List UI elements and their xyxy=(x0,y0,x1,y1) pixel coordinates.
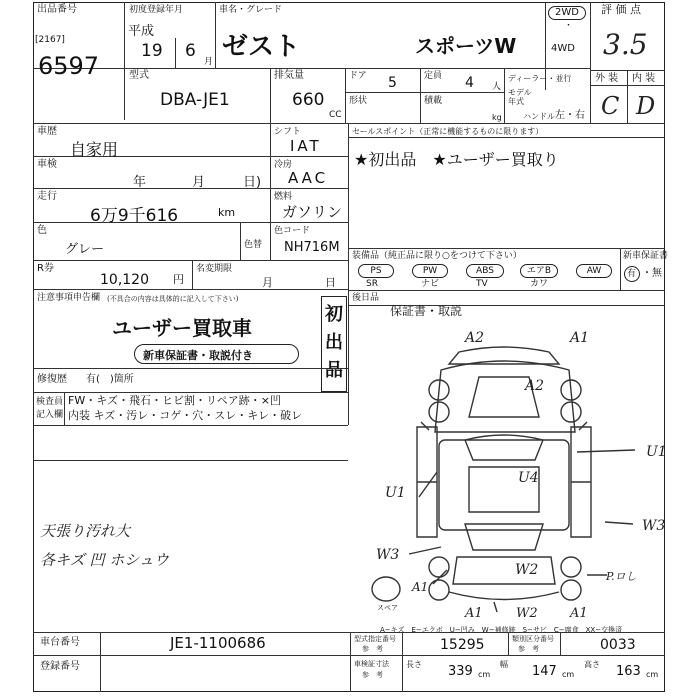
chassis-label: 車台番号 xyxy=(40,637,80,648)
warranty-have: 有 xyxy=(627,269,637,279)
inspector-label-1: 検査員 xyxy=(36,397,64,407)
month: 6 xyxy=(185,41,196,61)
month-unit: 月 xyxy=(204,57,214,67)
equip-navi: ナビ xyxy=(421,279,440,289)
equip-ps: PS xyxy=(358,264,394,278)
warranty-stamp-text: 新車保証書・取説付き xyxy=(143,349,253,362)
shape-label: 形状 xyxy=(349,96,368,106)
kg-unit: kg xyxy=(492,113,502,122)
displacement: 660 xyxy=(292,90,325,110)
category-label: 類別区分番号 xyxy=(512,635,554,643)
recycle-label: R券 xyxy=(37,263,54,274)
dealer-label: ディーラー・並行 xyxy=(508,74,572,83)
equip-pw: PW xyxy=(412,264,448,278)
mark-u1-left: U1 xyxy=(385,485,406,501)
car-name-label: 車名・グレード xyxy=(219,5,283,15)
inspector-line-1: FW・キズ・飛石・ヒビ割・リペア跡・×凹 xyxy=(68,394,281,407)
handwritten-note-1: 天張り汚れ大 xyxy=(40,522,131,540)
mark-a1-bumper-left: A1 xyxy=(465,606,483,621)
model-label: 型式 xyxy=(129,70,149,81)
notes-sublabel: (不具合の内容は具体的に記入して下さい) xyxy=(107,295,239,303)
length: 339 xyxy=(448,664,473,679)
attachments: 保証書・取説 xyxy=(390,304,463,318)
era: 平成 xyxy=(128,24,155,39)
handle-value: 左・右 xyxy=(555,110,585,121)
repair-value: 有( )箇所 xyxy=(86,374,134,385)
inspection-label: 車検 xyxy=(37,159,57,170)
width-unit: cm xyxy=(562,670,575,679)
lot-sub: [2167] xyxy=(35,35,65,45)
model: DBA-JE1 xyxy=(160,90,230,110)
fuel-label: 燃料 xyxy=(274,192,293,202)
equip-tv: TV xyxy=(476,279,488,289)
color-code: NH716M xyxy=(284,240,340,255)
fuel: ガソリン xyxy=(282,203,343,221)
approval-sub: 参 考 xyxy=(362,645,383,653)
doors-label: ドア xyxy=(349,71,367,81)
interior-grade: D xyxy=(636,92,656,120)
color-change-label: 色替 xyxy=(244,240,263,250)
history-label: 車歴 xyxy=(37,126,57,137)
grade: スポーツW xyxy=(415,34,517,58)
aircon-label: 冷房 xyxy=(274,160,293,170)
mark-w2-rear: W2 xyxy=(515,562,539,578)
mark-u4-roof: U4 xyxy=(518,470,539,486)
mileage-label: 走行 xyxy=(37,191,57,202)
aircon: AAC xyxy=(288,169,329,187)
dims-sub: 参 考 xyxy=(362,671,383,679)
color: グレー xyxy=(65,242,105,257)
width-label: 幅 xyxy=(500,660,508,669)
spare-label: スペア xyxy=(377,604,398,612)
capacity: 4 xyxy=(465,75,474,91)
attachments-label: 後日品 xyxy=(352,293,380,303)
lot-number-label: 出品番号 xyxy=(37,4,77,15)
length-unit: cm xyxy=(478,670,491,679)
warranty-stamp xyxy=(134,344,299,364)
drive-4wd-option: 4WD xyxy=(551,43,575,54)
shift: IAT xyxy=(290,137,322,155)
first-listing-text: 初出品 xyxy=(325,304,343,381)
inspection-month: 月 xyxy=(192,175,206,190)
km-unit: km xyxy=(218,206,236,219)
height-label: 高さ xyxy=(584,660,600,669)
capacity-label: 定員 xyxy=(424,71,443,81)
repair-label: 修復歴 xyxy=(37,374,67,385)
selling-points-label: セールスポイント（正常に機能するものに限ります） xyxy=(352,127,544,136)
name-change-label: 名変期限 xyxy=(196,264,233,274)
damage-legend: A−キズ E−エクボ U−凹み W−補修跡 S−サビ C−腐食 XX−交換済 xyxy=(380,626,623,634)
mark-w3-right: W3 xyxy=(642,518,666,534)
warranty-none: ・無 xyxy=(642,268,662,279)
notes-label: 注意事項申告欄 xyxy=(37,293,101,303)
mark-u1-right: U1 xyxy=(646,444,667,460)
color-label: 色 xyxy=(37,225,47,236)
score-label: 評 価 点 xyxy=(601,3,641,16)
approval-label: 型式指定番号 xyxy=(354,635,396,643)
person-unit: 人 xyxy=(492,82,502,92)
load-label: 積載 xyxy=(424,96,443,106)
inspector-line-2: 内装 キズ・汚レ・コゲ・穴・スレ・キレ・破レ xyxy=(68,409,303,422)
category-number: 0033 xyxy=(600,637,636,653)
year: 19 xyxy=(141,41,163,61)
equip-abs: ABS xyxy=(466,264,504,278)
mark-w3-left: W3 xyxy=(376,547,400,563)
height-unit: cm xyxy=(646,670,659,679)
drive-2wd-option: 2WD xyxy=(548,6,586,20)
model-year-label: モデル年式 xyxy=(508,88,532,106)
mark-a2-hood: A2 xyxy=(525,378,545,394)
handle-label: ハンドル xyxy=(523,112,555,121)
first-reg-label: 初度登録年月 xyxy=(129,5,184,15)
first-listing-stamp xyxy=(321,296,347,392)
category-sub: 参 考 xyxy=(518,645,539,653)
dims-label: 車検証寸法 xyxy=(354,660,389,668)
inspector-label-2: 記入欄 xyxy=(36,410,64,420)
selling-points: ★初出品 ★ユーザー買取り xyxy=(354,150,559,169)
width: 147 xyxy=(532,664,557,679)
chassis-number: JE1-1100686 xyxy=(170,634,266,652)
yen-unit: 円 xyxy=(173,273,184,286)
recycle-fee: 10,120 xyxy=(100,272,149,288)
handwritten-note-2: 各キズ 凹 ホシュウ xyxy=(40,551,169,569)
approval-number: 15295 xyxy=(440,637,485,653)
mark-a1-bumper-right: A1 xyxy=(570,606,588,621)
equip-airbag: エアB xyxy=(520,264,558,278)
mark-p-rear: P.ロし xyxy=(606,570,637,583)
inspection-day: 日) xyxy=(243,175,262,190)
score: 3.5 xyxy=(603,28,648,61)
mark-a1-front: A1 xyxy=(570,330,590,346)
lot-number: 6597 xyxy=(38,52,100,80)
car-name: ゼスト xyxy=(222,32,301,62)
equip-aw: AW xyxy=(576,264,612,278)
reg-number-label: 登録番号 xyxy=(40,661,80,672)
mark-a2-front: A2 xyxy=(465,330,485,346)
mark-w2-bumper: W2 xyxy=(516,606,538,621)
exterior-grade: C xyxy=(601,92,620,120)
notes-main: ユーザー買取車 xyxy=(112,316,252,340)
displacement-label: 排気量 xyxy=(274,70,304,81)
equipment-label: 装備品（純正品に限り○をつけて下さい） xyxy=(352,251,522,261)
mileage: 6万9千616 xyxy=(90,206,179,226)
cc-unit: CC xyxy=(329,110,342,120)
interior-label: 内 装 xyxy=(632,73,656,84)
color-code-label: 色コード xyxy=(274,226,311,236)
name-change-month: 月 xyxy=(262,276,273,289)
shift-label: シフト xyxy=(274,127,302,137)
warranty-label: 新車保証書 xyxy=(623,251,669,261)
inspection-year: 年 xyxy=(133,175,147,190)
doors: 5 xyxy=(388,75,397,91)
exterior-label: 外 装 xyxy=(595,73,619,84)
length-label: 長さ xyxy=(406,660,422,669)
name-change-day: 日 xyxy=(325,276,336,289)
height: 163 xyxy=(616,664,641,679)
equip-leather: カワ xyxy=(530,279,549,289)
mark-a1-rear-left: A1 xyxy=(412,580,429,594)
history: 自家用 xyxy=(70,140,119,159)
equip-sr: SR xyxy=(366,279,378,289)
